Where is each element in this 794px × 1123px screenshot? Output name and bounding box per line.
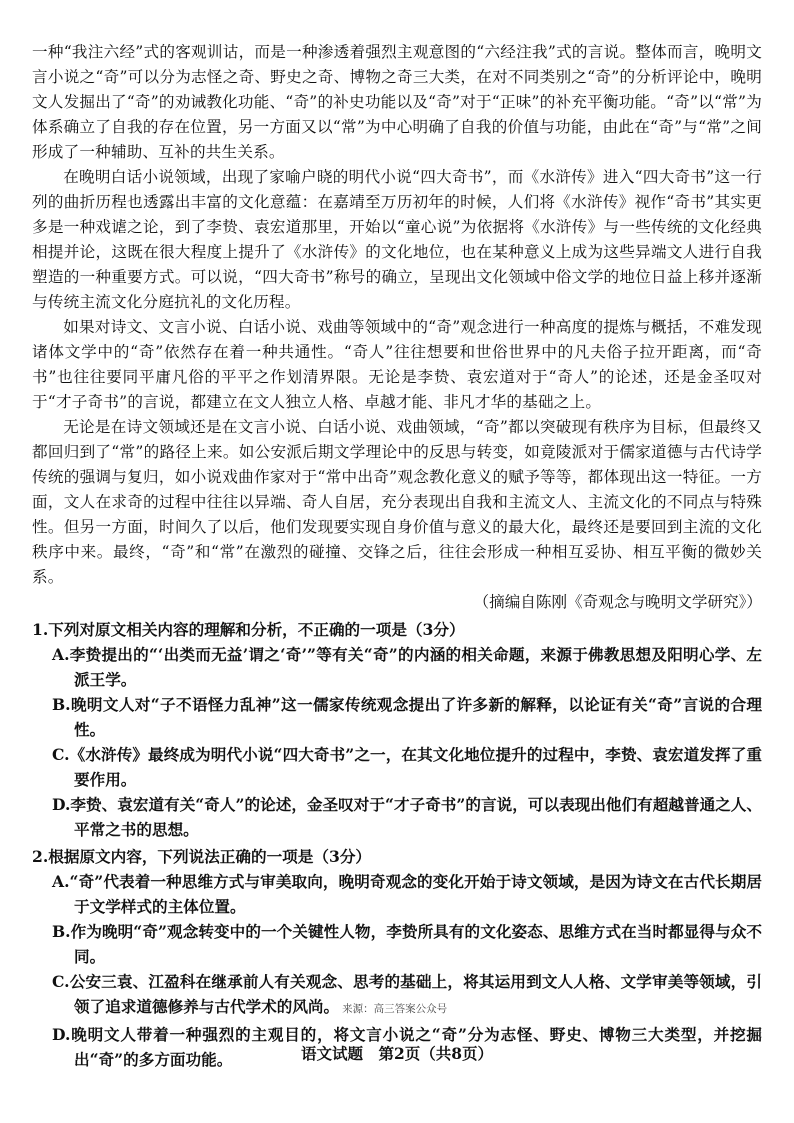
passage-paragraph-4: 无论是在诗文领域还是在文言小说、白话小说、戏曲领域，“奇”都以突破现有秩序为目标，但最终又都回归到了“常”的路径上来。如公安派后期文学理论中的反思与转变，如竟陵派对于儒家道德与古代诗学传统的强调与复归，如小说戏曲作家对于“常中出奇”观念教化意义的赋予等等，都体现出这一特征。一方面，文人在求奇的过程中往往以异端、奇人自居，充分表现出自我和主流文人、主流文化的不同点与特殊性。但另一方面，时间久了以后，他们发现要实现自身价值与意义的最大化，最终还是要回到主流的文化秩序中来。最终，“奇”和“常”在激烈的碰撞、交锋之后，往往会形成一种相互妥协、相互平衡的微妙关系。 (32, 418, 762, 586)
question-2-option-c-text: C.公安三袁、江盈科在继承前人有关观念、思考的基础上，将其运用到文人人格、文学审美等领域，引领了追求道德修养与古代学术的风尚。 (52, 972, 762, 1016)
exam-page (32, 40, 762, 1072)
question-2-option-b: B.作为晚明“奇”观念转变中的一个关键性人物，李贽所具有的文化姿态、思维方式在当时都显得与众不同。 (52, 922, 762, 966)
watermark-text: 来源：高三答案公众号 (342, 1003, 448, 1015)
question-1 (32, 617, 762, 842)
passage-source: （摘编自陈刚《奇观念与晚明文学研究》） (473, 593, 762, 611)
page-footer: 语文试题 第2页（共8页） (300, 1044, 494, 1063)
question-2-option-a: A.“奇”代表着一种思维方式与审美取向，晚明奇观念的变化开始于诗文领域，是因为诗文在古代长期居于文学样式的主体位置。 (52, 872, 762, 916)
question-2 (32, 844, 762, 1072)
question-1-option-b: B.晚明文人对“子不语怪力乱神”这一儒家传统观念提出了许多新的解释，以论证有关“奇”言说的合理性。 (52, 695, 762, 739)
question-1-option-a: A.李贽提出的“‘出类而无益’谓之‘奇’”等有关“奇”的内涵的相关命题，来源于佛教思想及阳明心学、左派王学。 (52, 645, 762, 689)
question-2-stem: 2.根据原文内容，下列说法正确的一项是（3分） (32, 847, 372, 866)
question-2-option-d: D.晚明文人带着一种强烈的主观目的，将文言小说之“奇”分为志怪、野史、博物三大类型，并挖掘出“奇”的多方面功能。 (52, 1025, 762, 1069)
question-1-stem: 1.下列对原文相关内容的理解和分析，不正确的一项是（3分） (32, 620, 465, 639)
question-2-option-c (32, 969, 762, 1022)
passage-paragraph-1: 一种“我注六经”式的客观训诂，而是一种渗透着强烈主观意图的“六经注我”式的言说。整体而言，晚明文言小说之“奇”可以分为志怪之奇、野史之奇、博物之奇三大类，在对不同类别之“奇”的分析评论中，晚明文人发掘出了“奇”的劝诫教化功能、“奇”的补史功能以及“奇”对于“正味”的补充平衡功能。“奇”以“常”为体系确立了自我的存在位置，另一方面又以“常”为中心明确了自我的价值与功能，由此在“奇”与“常”之间形成了一种辅助、互补的共生关系。 (32, 43, 762, 161)
question-1-option-d: D.李贽、袁宏道有关“奇人”的论述，金圣叹对于“才子奇书”的言说，可以表现出他们有超越普通之人、平常之书的思想。 (52, 795, 762, 839)
passage-paragraph-3: 如果对诗文、文言小说、白话小说、戏曲等领域中的“奇”观念进行一种高度的提炼与概括，不难发现诸体文学中的“奇”依然存在着一种共通性。“奇人”往往想要和世俗世界中的凡夫俗子拉开距离，而“奇书”也往往要同平庸凡俗的平平之作划清界限。无论是李贽、袁宏道对于“奇人”的论述，还是金圣叹对于“才子奇书”的言说，都建立在文人独立人格、卓越才能、非凡才华的基础之上。 (32, 318, 762, 411)
question-1-option-c: C.《水浒传》最终成为明代小说“四大奇书”之一，在其文化地位提升的过程中，李贽、袁宏道发挥了重要作用。 (52, 745, 762, 789)
passage-paragraph-2: 在晚明白话小说领域，出现了家喻户晓的明代小说“四大奇书”，而《水浒传》进入“四大奇书”这一行列的曲折历程也透露出丰富的文化意蕴：在嘉靖至万历初年的时候，人们将《水浒传》视作“奇书”其实更多是一种戏谑之论，到了李贽、袁宏道那里，开始以“童心说”为依据将《水浒传》与一些传统的文化经典相提并论，这既在很大程度上提升了《水浒传》的文化地位，也在某种意义上成为这些异端文人进行自我塑造的一种重要方式。可以说，“四大奇书”称号的确立，呈现出文化领域中俗文学的地位日益上移并逐渐与传统主流文化分庭抗礼的文化历程。 (32, 168, 762, 311)
